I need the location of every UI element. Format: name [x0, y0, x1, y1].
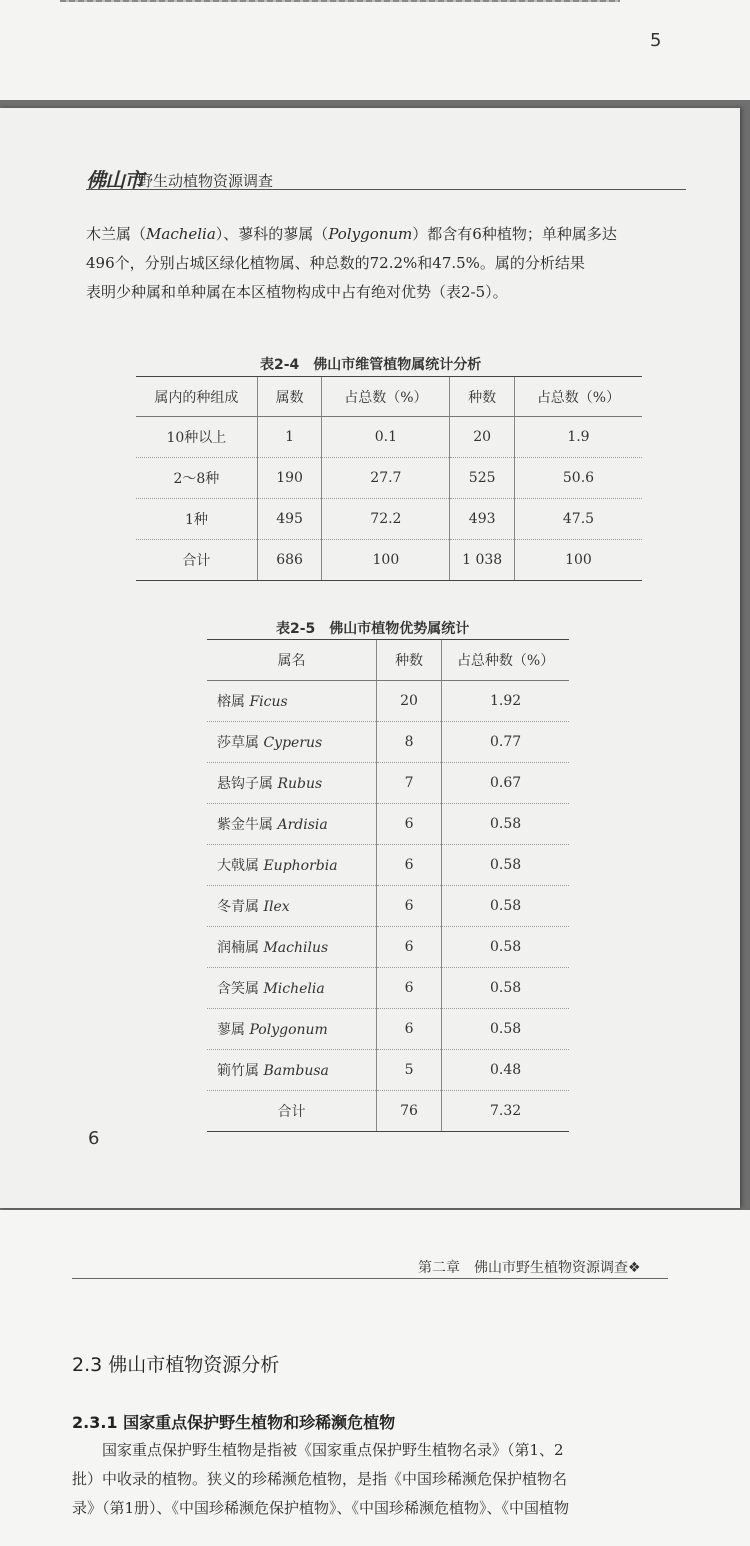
percent-cell: 0.58: [442, 968, 569, 1009]
cell: 27.7: [322, 458, 450, 499]
species-count-cell: 6: [376, 886, 441, 927]
percent-cell: 0.58: [442, 1009, 569, 1050]
cell: 10种以上: [136, 417, 257, 458]
genus-name-cell: [207, 1009, 376, 1050]
running-head: 第二章 佛山市野生植物资源调查❖: [418, 1260, 641, 1276]
cropped-text-line: [60, 0, 620, 2]
column-header: 种数: [376, 640, 441, 681]
intro-line-3: 表明少种属和单种属在本区植物构成中占有绝对优势（表2-5）。: [86, 283, 508, 301]
species-count-cell: 20: [376, 681, 441, 722]
genus-chinese-name: 蓼属: [217, 1022, 245, 1038]
genus-name-cell: [207, 968, 376, 1009]
genus-latin-name: Polygonum: [249, 1022, 328, 1038]
percent-cell: 0.58: [442, 845, 569, 886]
genus-name-cell: [207, 763, 376, 804]
genus-latin-name: Bambusa: [263, 1063, 329, 1079]
percent-cell: 1.92: [442, 681, 569, 722]
cell: 190: [257, 458, 322, 499]
percent-cell: 0.58: [442, 886, 569, 927]
table-row: [207, 927, 569, 968]
cell: 50.6: [514, 458, 642, 499]
cell: 47.5: [514, 499, 642, 540]
header-rule: [86, 189, 686, 190]
page-6: [0, 108, 740, 1208]
column-header: 属内的种组成: [136, 377, 257, 417]
text-run: ）都含有6种植物；单种属多达: [412, 225, 617, 243]
latin-name: Machelia: [146, 225, 216, 243]
cell: 1.9: [514, 417, 642, 458]
species-count-cell: 6: [376, 804, 441, 845]
table-2-4: [136, 376, 642, 581]
intro-line-1: [86, 220, 691, 249]
page-number: 6: [88, 1128, 100, 1149]
cell: 100: [514, 540, 642, 581]
genus-latin-name: Machilus: [263, 940, 329, 956]
text-run: ）、蓼科的蓼属（: [215, 225, 329, 243]
table-header-row: [207, 640, 569, 681]
genus-chinese-name: 润楠属: [217, 940, 259, 956]
table-row: [207, 1050, 569, 1091]
genus-name-cell: [207, 804, 376, 845]
genus-name-cell: [207, 845, 376, 886]
table-row: [207, 886, 569, 927]
page-number-top: 5: [650, 30, 662, 51]
column-header: 属数: [257, 377, 322, 417]
cell: 2～8种: [136, 458, 257, 499]
column-header: 种数: [450, 377, 515, 417]
genus-chinese-name: 紫金牛属: [217, 817, 273, 833]
latin-name: Polygonum: [328, 225, 413, 243]
table-row: [136, 417, 642, 458]
table-2-5-caption: 表2-5 佛山市植物优势属统计: [276, 621, 470, 637]
percent-cell: 0.48: [442, 1050, 569, 1091]
species-count-cell: 6: [376, 927, 441, 968]
species-count-cell: 6: [376, 968, 441, 1009]
table-row: [207, 1009, 569, 1050]
cell: 72.2: [322, 499, 450, 540]
body-line: 批）中收录的植物。狭义的珍稀濒危植物，是指《中国珍稀濒危保护植物名: [72, 1470, 568, 1488]
table-2-5: [207, 639, 569, 1132]
total-cell: 76: [376, 1091, 441, 1132]
column-header: 属名: [207, 640, 376, 681]
cell: 1种: [136, 499, 257, 540]
header-title: 野生动植物资源调查: [138, 172, 274, 190]
table-row: [207, 681, 569, 722]
table-total-row: [136, 540, 642, 581]
genus-latin-name: Cyperus: [263, 735, 323, 751]
genus-name-cell: [207, 681, 376, 722]
subsection-title: 2.3.1 国家重点保护野生植物和珍稀濒危植物: [72, 1413, 396, 1432]
genus-name-cell: [207, 927, 376, 968]
cell: 100: [322, 540, 450, 581]
cell: 525: [450, 458, 515, 499]
genus-name-cell: [207, 722, 376, 763]
body-line: 录》（第1册）、《中国珍稀濒危保护植物》、《中国珍稀濒危植物》、《中国植物: [72, 1499, 570, 1517]
species-count-cell: 8: [376, 722, 441, 763]
section-title: 2.3 佛山市植物资源分析: [72, 1354, 280, 1376]
column-header: 占总数（%）: [322, 377, 450, 417]
table-row: [207, 968, 569, 1009]
species-count-cell: 6: [376, 1009, 441, 1050]
genus-latin-name: Michelia: [263, 981, 325, 997]
species-count-cell: 6: [376, 845, 441, 886]
genus-latin-name: Euphorbia: [263, 858, 338, 874]
genus-latin-name: Ilex: [263, 899, 290, 915]
cell: 495: [257, 499, 322, 540]
genus-chinese-name: 莎草属: [217, 735, 259, 751]
total-cell: 合计: [207, 1091, 376, 1132]
genus-chinese-name: 冬青属: [217, 899, 259, 915]
genus-latin-name: Rubus: [277, 776, 323, 792]
column-header: 占总数（%）: [514, 377, 642, 417]
species-count-cell: 7: [376, 763, 441, 804]
table-row: [136, 499, 642, 540]
table-2-4-caption: 表2-4 佛山市维管植物属统计分析: [260, 357, 482, 373]
cell: 0.1: [322, 417, 450, 458]
genus-latin-name: Ficus: [249, 694, 288, 710]
table-row: [136, 458, 642, 499]
intro-paragraph: [86, 220, 691, 307]
table-row: [207, 763, 569, 804]
cell: 1 038: [450, 540, 515, 581]
cell: 合计: [136, 540, 257, 581]
species-count-cell: 5: [376, 1050, 441, 1091]
genus-chinese-name: 悬钩子属: [217, 776, 273, 792]
header-logo: 佛山市: [86, 168, 143, 192]
cell: 20: [450, 417, 515, 458]
genus-chinese-name: 含笑属: [217, 981, 259, 997]
table-header-row: [136, 377, 642, 417]
percent-cell: 0.77: [442, 722, 569, 763]
next-page: [0, 1210, 750, 1546]
genus-name-cell: [207, 1050, 376, 1091]
cell: 493: [450, 499, 515, 540]
body-line: 国家重点保护野生植物是指被《国家重点保护野生植物名录》（第1、2: [72, 1441, 564, 1459]
percent-cell: 0.58: [442, 804, 569, 845]
table-row: [207, 845, 569, 886]
genus-chinese-name: 榕属: [217, 694, 245, 710]
percent-cell: 0.58: [442, 927, 569, 968]
column-header: 占总种数（%）: [442, 640, 569, 681]
cell: 686: [257, 540, 322, 581]
table-row: [207, 804, 569, 845]
genus-chinese-name: 大戟属: [217, 858, 259, 874]
header-rule: [72, 1278, 668, 1279]
intro-line-2: 496个，分别占城区绿化植物属、种总数的72.2%和47.5%。属的分析结果: [86, 254, 585, 272]
percent-cell: 0.67: [442, 763, 569, 804]
previous-page: [0, 0, 750, 100]
genus-chinese-name: 箣竹属: [217, 1063, 259, 1079]
table-total-row: [207, 1091, 569, 1132]
genus-latin-name: Ardisia: [277, 817, 328, 833]
body-paragraph: [72, 1436, 672, 1523]
genus-name-cell: [207, 886, 376, 927]
text-run: 木兰属（: [86, 225, 147, 243]
table-row: [207, 722, 569, 763]
cell: 1: [257, 417, 322, 458]
total-cell: 7.32: [442, 1091, 569, 1132]
